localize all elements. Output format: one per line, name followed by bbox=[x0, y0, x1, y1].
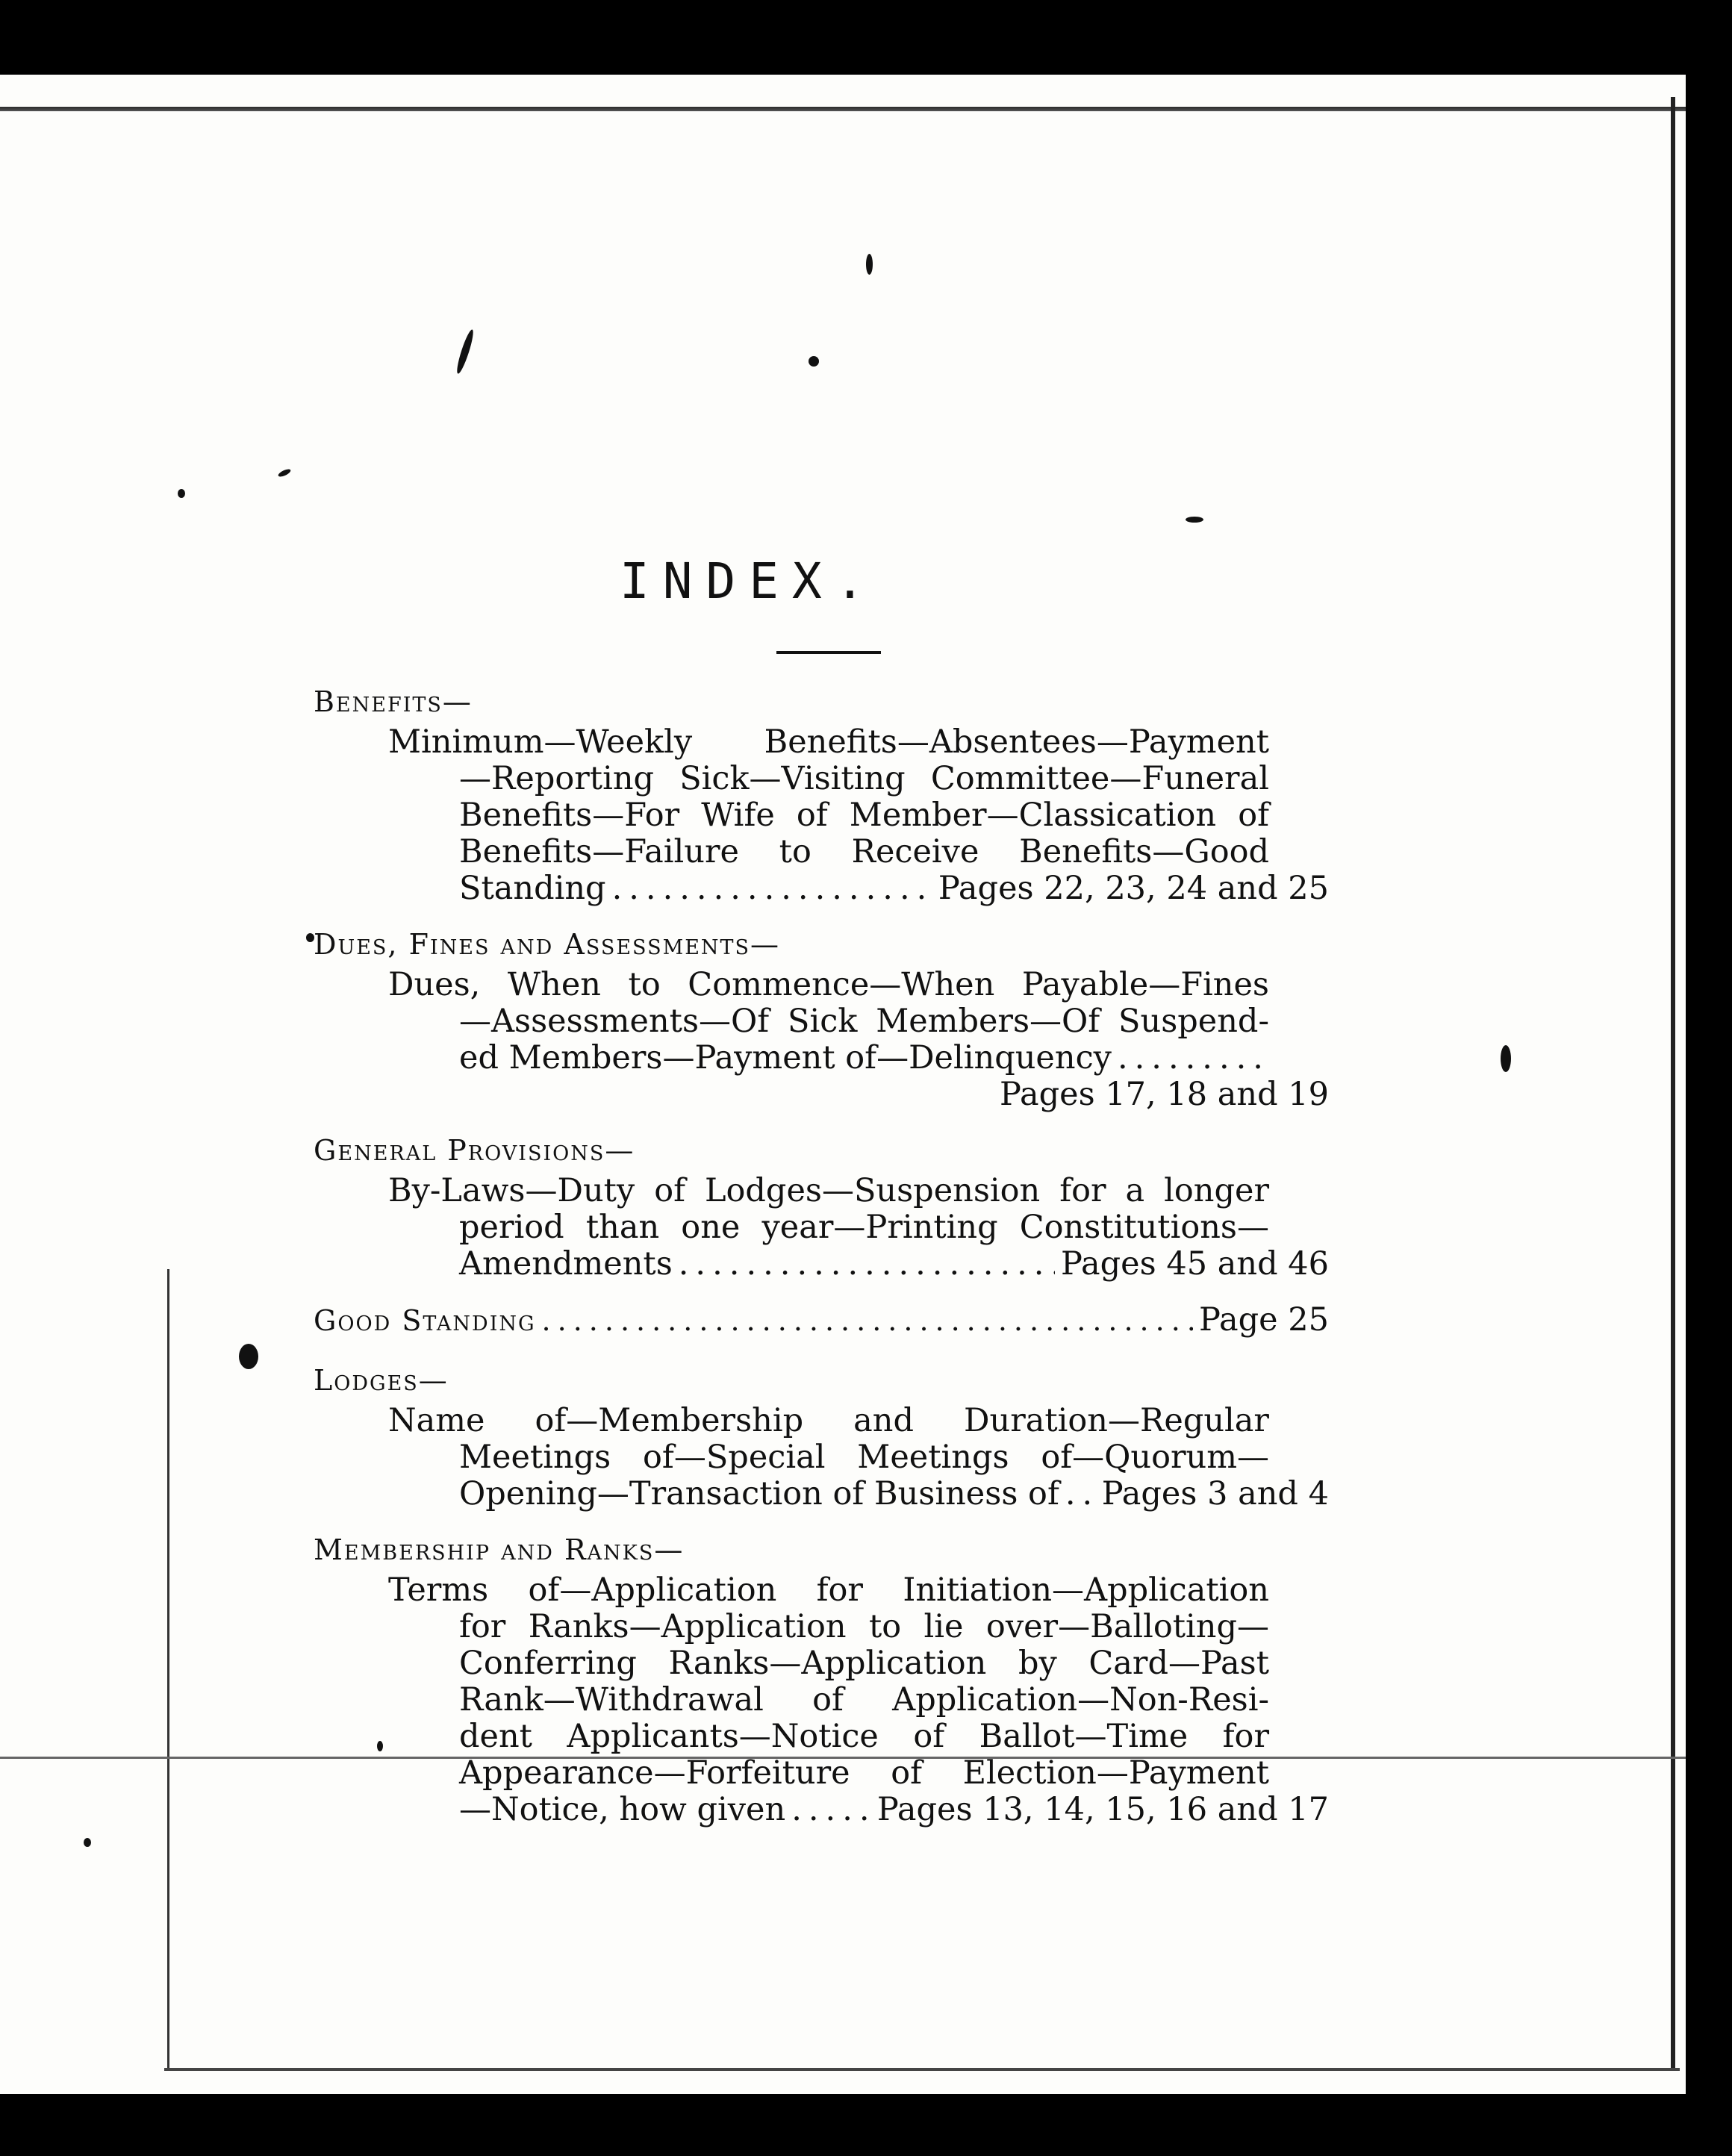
entry-heading: Membership and Ranks— bbox=[314, 1533, 685, 1566]
index-entry-dues bbox=[314, 922, 1336, 1113]
ink-speck bbox=[84, 1838, 91, 1847]
entry-line: Conferring Ranks—Application by Card—Past bbox=[459, 1645, 1269, 1682]
page-reference: Pages 17, 18 and 19 bbox=[999, 1076, 1329, 1113]
page-reference: Pages 13, 14, 15, 16 and 17 bbox=[876, 1791, 1329, 1828]
entry-line: dent Applicants—Notice of Ballot—Time for bbox=[459, 1718, 1269, 1755]
index-entry-benefits bbox=[314, 679, 1336, 907]
index-entry-general-provisions bbox=[314, 1128, 1336, 1283]
entry-heading: Benefits— bbox=[314, 685, 473, 718]
entry-line: Opening—Transaction of Business of bbox=[459, 1475, 1059, 1512]
ink-speck bbox=[178, 489, 185, 498]
entry-line: for Ranks—Application to lie over—Balloting— bbox=[459, 1608, 1269, 1645]
entry-page-line bbox=[459, 870, 1329, 907]
page-title: INDEX. bbox=[620, 552, 879, 610]
index-entry-good-standing bbox=[314, 1297, 1336, 1343]
page-reference: Pages 3 and 4 bbox=[1101, 1475, 1329, 1512]
page-bottom-border bbox=[164, 2068, 1680, 2071]
entry-heading: Lodges— bbox=[314, 1364, 449, 1397]
entry-line: By-Laws—Duty of Lodges—Suspension for a longer bbox=[388, 1172, 1269, 1209]
entry-line: Dues, When to Commence—When Payable—Fines bbox=[388, 966, 1269, 1003]
entry-page-line bbox=[459, 1476, 1329, 1512]
entry-line: Terms of—Application for Initiation—Application bbox=[388, 1571, 1269, 1609]
entry-line: Standing bbox=[459, 870, 606, 907]
title-rule bbox=[776, 651, 881, 654]
entry-page-line bbox=[459, 1040, 1269, 1077]
dot-leader bbox=[1118, 1040, 1263, 1077]
entry-heading: Dues, Fines and Assessments— bbox=[314, 928, 781, 961]
ink-speck bbox=[1501, 1045, 1511, 1072]
entry-line: Amendments bbox=[459, 1245, 673, 1283]
ink-speck bbox=[866, 254, 873, 275]
entry-line: Meetings of—Special Meetings of—Quorum— bbox=[459, 1439, 1269, 1476]
dot-leader bbox=[791, 1792, 871, 1828]
index-entry-lodges bbox=[314, 1358, 1336, 1512]
dot-leader bbox=[542, 1298, 1193, 1343]
page-reference: Pages 22, 23, 24 and 25 bbox=[938, 870, 1329, 907]
left-margin-rule bbox=[167, 1269, 169, 2068]
page-top-border bbox=[0, 107, 1686, 111]
ink-speck bbox=[1186, 517, 1203, 523]
entry-line: period than one year—Printing Constitutions— bbox=[459, 1209, 1269, 1246]
ink-speck bbox=[239, 1344, 258, 1369]
entry-line: Benefits—Failure to Receive Benefits—Good bbox=[459, 833, 1269, 870]
dot-leader bbox=[612, 870, 932, 907]
entry-line: ed Members—Payment of—Delinquency bbox=[459, 1039, 1112, 1077]
page-reference: Page 25 bbox=[1199, 1301, 1329, 1339]
entry-line: Appearance—Forfeiture of Election—Payment bbox=[459, 1754, 1269, 1792]
dot-leader bbox=[679, 1246, 1055, 1283]
ink-speck bbox=[809, 356, 819, 367]
entry-line: Name of—Membership and Duration—Regular bbox=[388, 1402, 1269, 1439]
index-entries bbox=[314, 679, 1336, 1843]
entry-page-line bbox=[459, 1246, 1329, 1283]
entry-page-line bbox=[459, 1792, 1329, 1828]
entry-heading: General Provisions— bbox=[314, 1134, 635, 1167]
page-right-edge bbox=[1671, 97, 1675, 2068]
dot-leader bbox=[1065, 1476, 1096, 1512]
entry-line: Rank—Withdrawal of Application—Non-Resi- bbox=[459, 1681, 1269, 1719]
entry-line: Minimum—Weekly Benefits—Absentees—Payment bbox=[388, 723, 1269, 761]
entry-page-line bbox=[314, 1297, 1329, 1343]
entry-line: —Reporting Sick—Visiting Committee—Funeral bbox=[459, 760, 1269, 797]
entry-line: Benefits—For Wife of Member—Classication of bbox=[459, 797, 1269, 834]
page-reference: Pages 45 and 46 bbox=[1061, 1245, 1329, 1283]
index-entry-membership bbox=[314, 1527, 1336, 1828]
entry-line: —Assessments—Of Sick Members—Of Suspend- bbox=[459, 1003, 1269, 1040]
entry-heading: Good Standing bbox=[314, 1304, 536, 1337]
entry-line: —Notice, how given bbox=[459, 1791, 786, 1828]
